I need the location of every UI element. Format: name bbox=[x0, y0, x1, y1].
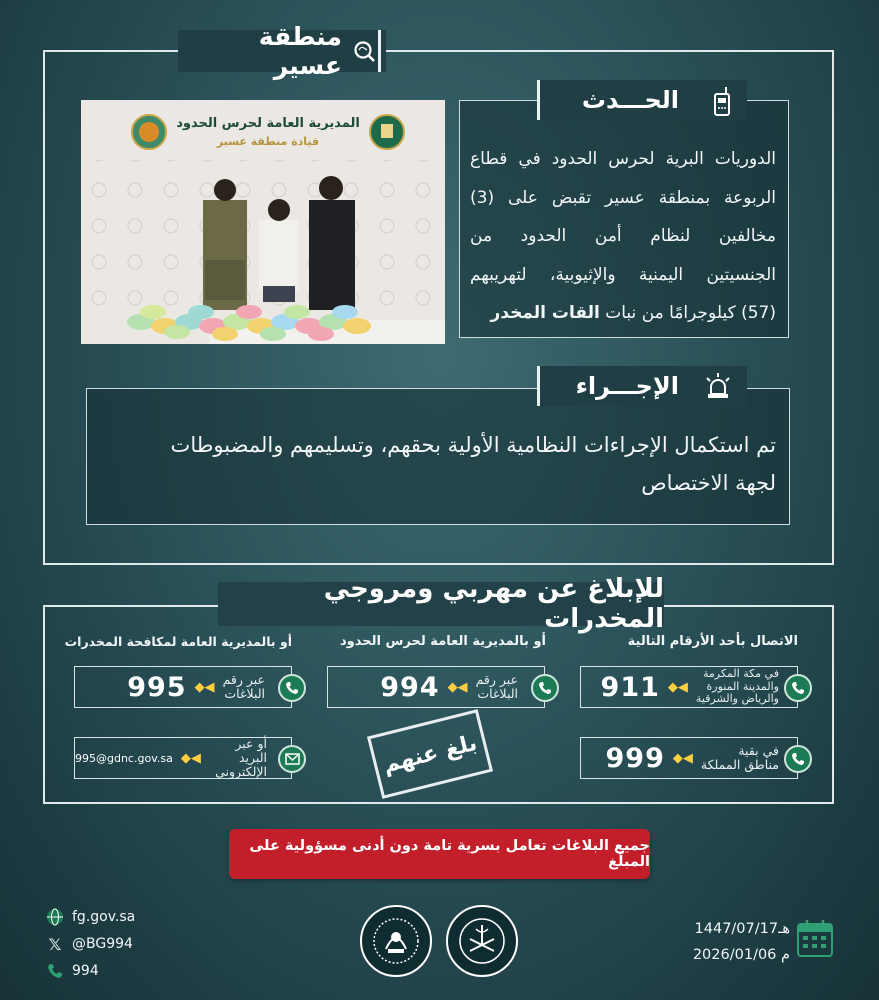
number-994-box[interactable] bbox=[327, 666, 545, 708]
number-999-desc: في بقية مناطق المملكة bbox=[700, 743, 779, 772]
border-guard-emblem bbox=[446, 905, 518, 977]
number-995-box[interactable] bbox=[74, 666, 292, 708]
col3-header: أو بالمديرية العامة لمكافحة المخدرات bbox=[64, 634, 292, 649]
number-995-desc: عبر رقم البلاغات bbox=[222, 672, 265, 701]
seizure-photo bbox=[81, 100, 445, 344]
arrow-icon: ◆◀ bbox=[194, 679, 215, 695]
phone-text[interactable]: 994 bbox=[72, 963, 99, 979]
search-map-icon bbox=[352, 39, 376, 63]
mail-icon bbox=[278, 745, 306, 773]
event-line-1: الدوريات البرية لحرس الحدود في قطاع bbox=[470, 149, 776, 169]
phone-icon bbox=[784, 745, 812, 773]
event-label bbox=[537, 80, 747, 120]
phone-icon bbox=[531, 674, 559, 702]
number-911: 911 bbox=[600, 671, 660, 703]
stamp-text: بلغ عنهم bbox=[380, 730, 480, 778]
number-994-desc: عبر رقم البلاغات bbox=[475, 672, 518, 701]
event-line-5-prefix: (57) كيلوجرامًا من نبات bbox=[599, 303, 776, 323]
event-line-4: الجنسيتين اليمنية والإثيوبية، لتهريبهم bbox=[470, 264, 776, 285]
region-title: منطقة عسير bbox=[258, 22, 342, 80]
email-address: 995@gdnc.gov.sa bbox=[75, 751, 173, 765]
number-999: 999 bbox=[605, 742, 665, 774]
number-994: 994 bbox=[380, 671, 440, 703]
event-text bbox=[470, 140, 776, 333]
region-label bbox=[178, 22, 386, 80]
event-title: الحـــدث bbox=[581, 86, 679, 114]
email-desc: أو عبر البريد الإلكتروني bbox=[215, 736, 267, 779]
hijri-date: 1447/07/17هـ bbox=[694, 921, 790, 937]
phone-footer-icon bbox=[46, 962, 64, 980]
number-911-desc: في مكة المكرمة والمدينة المنورة والرياض والشرقية bbox=[695, 667, 779, 706]
action-label bbox=[537, 366, 747, 406]
number-995: 995 bbox=[127, 671, 187, 703]
report-label bbox=[218, 574, 664, 634]
arrow-icon: ◆◀ bbox=[447, 679, 468, 695]
action-title: الإجـــراء bbox=[575, 372, 679, 400]
event-line-2: الربوعة بمنطقة عسير تقبض على (3) bbox=[470, 187, 776, 208]
twitter-text[interactable]: @BG994 bbox=[72, 936, 133, 952]
phone-row[interactable] bbox=[46, 962, 99, 980]
phone-icon bbox=[784, 674, 812, 702]
photo-org-name: المديرية العامة لحرس الحدود bbox=[176, 116, 360, 131]
event-line-5-bold: القات المخدر bbox=[490, 303, 600, 323]
twitter-row[interactable] bbox=[46, 935, 133, 953]
globe-icon bbox=[46, 908, 64, 926]
number-999-box[interactable] bbox=[580, 737, 798, 779]
website-row[interactable] bbox=[46, 908, 135, 926]
action-line-1: تم استكمال الإجراءات النظامية الأولية بحقهم، وتسليمهم والمضبوطات bbox=[170, 433, 776, 457]
gregorian-date: 2026/01/06 م bbox=[692, 947, 790, 963]
phone-icon bbox=[278, 674, 306, 702]
arrow-icon: ◆◀ bbox=[667, 679, 688, 695]
event-line-5 bbox=[470, 294, 776, 333]
date-block bbox=[640, 916, 790, 968]
x-logo-icon: 𝕏 bbox=[48, 934, 62, 954]
report-title: للإبلاغ عن مهربي ومروجي المخدرات bbox=[323, 574, 664, 634]
email-box[interactable] bbox=[74, 737, 292, 779]
confidentiality-notice bbox=[229, 829, 650, 879]
col2-header: أو بالمديرية العامة لحرس الحدود bbox=[340, 634, 546, 649]
photo-org-sub: قيادة منطقة عسير bbox=[216, 135, 320, 148]
event-line-3: مخالفين لنظام أمن الحدود من bbox=[470, 226, 776, 246]
walkie-talkie-icon bbox=[709, 86, 733, 114]
narcotics-emblem bbox=[360, 905, 432, 977]
number-911-box[interactable] bbox=[580, 666, 798, 708]
calendar-icon bbox=[796, 918, 834, 958]
action-text bbox=[100, 426, 776, 502]
alarm-light-icon bbox=[703, 372, 733, 400]
arrow-icon: ◆◀ bbox=[672, 750, 693, 766]
arrow-icon: ◆◀ bbox=[180, 750, 201, 766]
action-line-2: لجهة الاختصاص bbox=[641, 471, 776, 495]
website-text[interactable]: fg.gov.sa bbox=[72, 909, 136, 925]
notice-text: جميع البلاغات تعامل بسرية تامة دون أدنى مسؤولية على المبلّغ bbox=[249, 838, 650, 870]
col1-header: الاتصال بأحد الأرقام التالية bbox=[627, 634, 798, 649]
